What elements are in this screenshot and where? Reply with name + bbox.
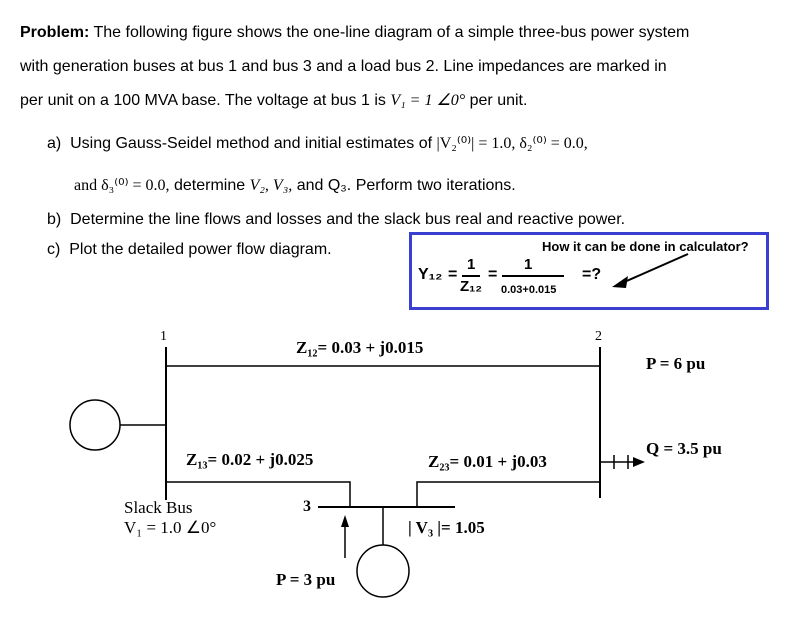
problem-line-2: with generation buses at bus 1 and bus 3 and a load bus 2. Line impedances are marked in xyxy=(20,58,667,75)
problem-text-3b: per unit. xyxy=(465,92,528,109)
bus-3-label: 3 xyxy=(303,498,311,515)
part-a-delta3: δ₃⁽⁰⁾ = 0.0, xyxy=(101,177,170,194)
bus-1-label: 1 xyxy=(160,329,167,344)
generator-1-circle xyxy=(70,400,120,450)
impedance-z12: Z₁₂= 0.03 + j0.015 xyxy=(296,338,424,357)
slack-bus-voltage: V₁ = 1.0 ∠0° xyxy=(124,518,217,537)
part-a-text-3: and Q₃. Perform two iterations. xyxy=(292,177,516,194)
callout-y12: Y₁₂ xyxy=(418,266,443,283)
callout-equals-2: = xyxy=(488,266,498,283)
load-p: P = 6 pu xyxy=(646,354,706,373)
callout-arrow-line xyxy=(622,254,688,283)
part-c-text: Plot the detailed power flow diagram. xyxy=(69,241,332,258)
load-q: Q = 3.5 pu xyxy=(646,439,722,458)
line-1-3 xyxy=(166,482,350,507)
part-a-text-2: determine xyxy=(169,177,250,194)
bus-2-label: 2 xyxy=(595,329,602,344)
callout-denominator: 0.03+0.015 xyxy=(501,284,557,296)
part-a-label: a) xyxy=(47,135,62,152)
problem-text-3: per unit on a 100 MVA base. The voltage at bus 1 is xyxy=(20,92,391,109)
impedance-z23: Z₂₃= 0.01 + j0.03 xyxy=(428,452,547,471)
slack-bus-label: Slack Bus xyxy=(124,498,193,517)
load-arrow-icon xyxy=(633,457,645,467)
part-b-text: Determine the line flows and losses and the slack bus real and reactive power. xyxy=(70,211,626,228)
callout-numerator-2: 1 xyxy=(524,256,533,273)
callout-z12: Z₁₂ xyxy=(460,278,483,295)
line-2-3 xyxy=(417,482,600,507)
part-b-label: b) xyxy=(47,211,62,228)
callout-arrow-head xyxy=(612,276,628,288)
part-a-text-1: Using Gauss-Seidel method and initial estimates of xyxy=(70,135,437,152)
part-a-vars: V₂, V₃, xyxy=(249,177,293,194)
callout-question: How it can be done in calculator? xyxy=(542,239,749,254)
callout-equals-1: = xyxy=(448,266,458,283)
part-c-label: c) xyxy=(47,241,61,258)
problem-text-1: The following figure shows the one-line diagram of a simple three-bus power system xyxy=(89,24,690,41)
part-a-initial-estimates: |V₂⁽⁰⁾| = 1.0, δ₂⁽⁰⁾ = 0.0, xyxy=(436,135,588,152)
gen-3-arrow-icon xyxy=(341,515,349,527)
callout-numerator-1: 1 xyxy=(467,256,476,273)
v1-expression: V₁ = 1 ∠0° xyxy=(390,92,466,109)
part-a-and: and xyxy=(74,177,102,194)
callout-result: =? xyxy=(582,266,602,283)
bus-3-generation: P = 3 pu xyxy=(276,570,336,589)
impedance-z13: Z₁₃= 0.02 + j0.025 xyxy=(186,450,314,469)
generator-3-circle xyxy=(357,545,409,597)
problem-label: Problem: xyxy=(20,24,90,41)
bus-3-voltage-magnitude: | V₃ |= 1.05 xyxy=(408,518,485,537)
